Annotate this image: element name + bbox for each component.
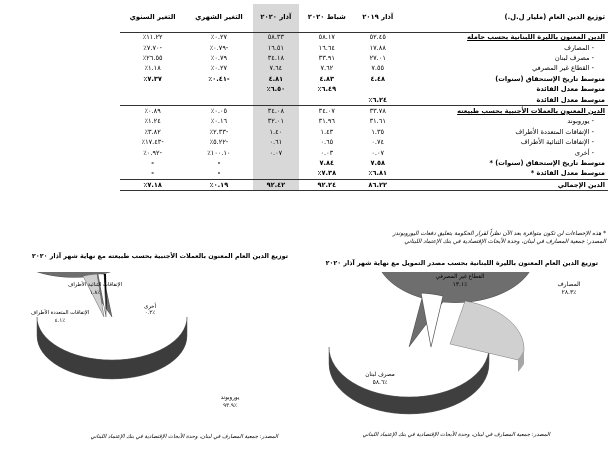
table-row [120,106,608,117]
cell: ٧.٦٤ [253,64,300,74]
cell: ٣٤.٠٨ [253,106,300,117]
row-label: الدين الإجمالي [401,179,608,190]
header-mar-2019: آذار ٢٠١٩ [354,4,401,32]
cell: ٠.٠٧ [371,148,385,157]
label-banks-pct: ٢٨.٣٪ [561,289,577,296]
label-bilateral-pct: ١.٨٪ [89,290,101,296]
cell: - [151,158,154,167]
cell: ٤.٨١ [253,74,300,84]
cell: ٧.٣٨٪ [317,169,337,178]
label-nonbank: القطاع غير المصرفي [435,274,485,280]
cell: ١٦.٦٤ [318,43,335,52]
cell [120,84,185,94]
cell: -٠.٧٩٪ [209,43,229,52]
fx-pie-title: توزيع الدين العام المعنون بالعملات الأجنبية بحسب طبيعته مع نهاية شهر آذار ٢٠٢٠ [31,252,288,260]
table-row [120,117,608,127]
label-bdl-pct: ٥٨.٦٪ [372,379,388,386]
cell: ٦.٥٠٪ [253,84,300,94]
header-label: توزيع الدين العام (مليار ل.ل.) [401,4,608,32]
cell: ٠.٨٩٪ [120,106,185,117]
cell [120,95,185,106]
label-bdl: مصرف لبنان [365,372,395,378]
row-label: - يوروبوند [567,117,594,126]
table-row [120,32,608,43]
table-row [120,169,608,180]
cell: -٧.٧٠٪ [143,43,162,52]
cell: ١٧.٨٨ [369,43,386,52]
cell: ٦.٨١٪ [368,169,388,178]
cell: -٥.٢٢٪ [209,138,229,147]
label-banks: المصارف [557,281,581,288]
table-row [120,158,608,168]
cell: ٠.٠٥٪ [185,106,252,117]
row-label: - المصارف [564,43,594,52]
header-feb-2020: شباط ٢٠٢٠ [299,4,354,32]
row-label: - الإتفاقات الثنائية الأطراف [520,138,594,147]
cell: ٣٣.٩١ [318,54,335,63]
cell: ٥٢.٤٥ [369,33,386,42]
source-note: المصدر: جمعية المصارف في لبنان، وحدة الأبحاث الإقتصادية في بنك الإعتماد اللبناني [404,238,606,245]
cell: ٧.٣٧٪ [143,74,162,83]
label-eurobond: يوروبوند [220,395,240,401]
cell: ٧.٥٨ [370,158,386,167]
cell: ٠.٢٧٪ [210,64,228,73]
label-multi: الإتفاقات المتعددة الأطراف [30,310,90,316]
cell [299,95,354,106]
cell: ٠.٠٧ [253,148,300,158]
label-other: أخرى [143,304,157,310]
lbp-pie-chart [300,272,612,432]
cell: - [217,158,221,167]
row-label: - الإتفاقات المتعددة الأطراف [515,127,594,136]
cell: -١٧.٤٣٪ [141,138,164,147]
cell: ١٦.٥١ [253,43,300,53]
pie-slice-eurobond-side [37,317,187,379]
cell: ٠.١٦٪ [210,117,228,126]
row-label: الدين المعنون بالليرة اللبنانية بحسب حامله [467,33,605,42]
cell: ٤.٤٨ [370,74,386,83]
cell [354,84,401,94]
cell: ٠.٦١ [253,137,300,147]
cell [253,95,300,106]
cell: ٩٢.٢٤ [299,179,354,190]
row-label: متوسط معدل الفائدة [536,95,605,104]
cell: ٠.٢٧٪ [210,33,228,42]
cell: ٧.٦٢ [320,64,334,73]
cell: ٩٢.٤٢ [253,179,300,190]
cell: - [151,169,154,178]
row-label: متوسط معدل الفائدة * [530,169,605,178]
table-notes [246,231,606,247]
row-label: متوسط تاريخ الإستحقاق (سنوات) * [489,158,605,167]
table-row [120,43,608,53]
debt-table [120,4,608,191]
cell: -٢.٣٣٪ [209,127,229,136]
cell: -٠.٤١٪ [208,74,230,83]
table-row [120,137,608,147]
header-monthly-change: التغير الشهري [185,4,252,32]
table-row [120,64,608,74]
pie-slice-bdl-side [329,347,489,414]
pie-slice-banks [450,301,524,360]
cell: ٣.٨٢٪ [144,127,161,136]
header-mar-2020: آذار ٢٠٢٠ [253,4,300,32]
cell: ٣١.٦١ [369,117,386,126]
cell: ٦.٢٤٪ [368,95,388,104]
cell [185,84,252,94]
cell: ٢٧.٠١ [369,54,386,63]
cell: ٢٦.٥٥٪ [142,54,163,63]
cell: ٣١.٩٦ [318,117,335,126]
fx-pie-chart [0,272,300,432]
cell [253,169,300,180]
table-row [120,74,608,84]
cell: ٧.٨٤ [319,158,335,167]
table-row [120,148,608,158]
cell: ١.٢٤٪ [144,117,161,126]
cell: ٦.٤٩٪ [317,85,337,94]
cell: ١.١٨٪ [144,64,161,73]
table-row [120,127,608,137]
cell: - [217,169,221,178]
cell: ١١.٢٢٪ [142,33,163,42]
row-label: الدين المعنون بالعملات الأجنبية بحسب طبيعته [401,106,608,117]
cell: -٠.٩٢٪ [143,148,162,157]
fx-pie-source: المصدر: جمعية المصارف في لبنان، وحدة الأبحاث الإقتصادية في بنك الإعتماد اللبناني [90,434,278,440]
lbp-pie-title: توزيع الدين العام المعنون بالليرة اللبنانية بحسب مصدر التمويل مع نهاية شهر آذار ٢٠٢٠ [325,259,598,267]
row-label: متوسط معدل الفائدة [536,85,605,94]
cell: ٥٨.٣٣ [253,32,300,43]
row-label: - القطاع غير المصرفي [532,64,594,73]
table-row [120,84,608,94]
cell [253,158,300,168]
cell: ٣٤.٠٧ [299,106,354,117]
label-eurobond-pct: ٩٣.٩٪ [223,403,237,409]
cell: ١.٤٠ [253,127,300,137]
cell: ٣٤.١٨ [253,53,300,63]
table-row-total [120,179,608,190]
row-label: متوسط تاريخ الإستحقاق (سنوات) [495,74,605,83]
label-nonbank-pct: ١٣.١٪ [452,281,468,288]
footnote: * هذه الإحصاءات لن تكون متوافرة بعد الآن نظراً لقرار الحكومة بتعليق دفعات اليوروبوندز [392,231,606,237]
label-bilateral: الإتفاقات الثنائية الأطراف [67,282,123,288]
cell: ٠.٧٤ [371,138,385,147]
cell: ٧.١٨٪ [120,179,185,190]
cell: ٠.٧٩٪ [210,54,228,63]
cell [185,95,252,106]
cell: ٨٦.٢٢ [354,179,401,190]
label-multi-pct: ٤.١٪ [54,318,66,324]
cell: ٠.١٩٪ [185,179,252,190]
cell: ١.٣٥ [371,127,385,136]
table-row [120,95,608,106]
cell: ٣٣.٧٨ [354,106,401,117]
cell: ٤.٨٣ [319,74,335,83]
header-annual-change: التغير السنوي [120,4,185,32]
row-label: - مصرف لبنان [554,54,594,63]
cell: ١.٤٣ [320,127,334,136]
row-label: - أخرى [574,148,594,157]
cell: ٧.٥٥ [371,64,385,73]
cell: ٠.٠٣ [320,148,334,157]
cell: ١٠٠.١٠٪ [207,148,231,157]
cell: ٥٨.١٧ [318,33,335,42]
lbp-pie-source: المصدر: جمعية المصارف في لبنان، وحدة الأبحاث الإقتصادية في بنك الإعتماد اللبناني [362,432,550,438]
cell: ٣٢.٠١ [253,117,300,127]
table-row [120,53,608,63]
cell: ٠.٦٥ [320,138,334,147]
label-other-pct: ٠.٢٪ [144,310,156,316]
